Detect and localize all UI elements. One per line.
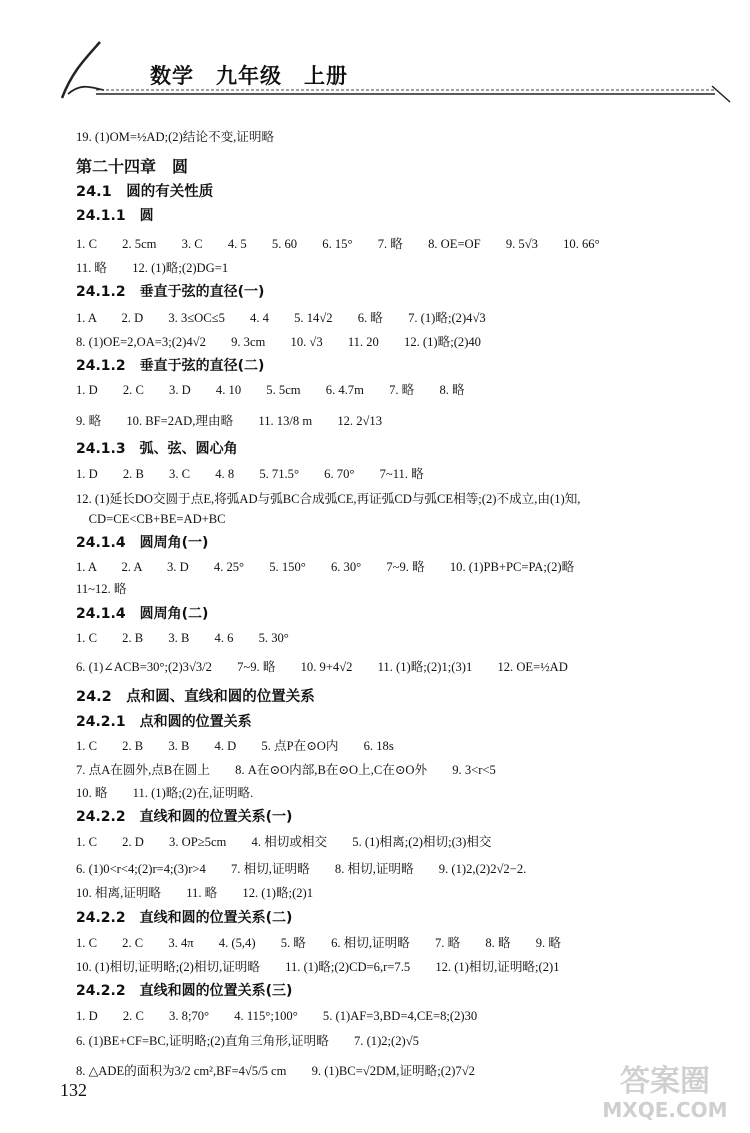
answer-line: 1. D 2. C 3. 8;70° 4. 115°;100° 5. (1)AF=3,BD=4,CE=8;(2)30	[76, 1009, 478, 1023]
answer-line: 1. C 2. B 3. B 4. D 5. 点P在⊙O内 6. 18s	[76, 739, 394, 753]
answer-line: 1. C 2. 5cm 3. C 4. 5 5. 60 6. 15° 7. 略 8. OE=OF 9. 5√3 10. 66°	[76, 237, 600, 251]
subsection-heading: 24.1.3 弧、弦、圆心角	[76, 441, 238, 457]
header-decoration	[0, 0, 750, 110]
subsection-heading: 24.1.4 圆周角(一)	[76, 535, 209, 551]
answer-line: 1. A 2. A 3. D 4. 25° 5. 150° 6. 30° 7~9. 略 10. (1)PB+PC=PA;(2)略	[76, 560, 575, 574]
header-title: 数学 九年级 上册	[150, 63, 348, 88]
answer-line: 10. 略 11. (1)略;(2)在,证明略.	[76, 786, 254, 800]
page-header	[0, 0, 750, 110]
answer-line: 7. 点A在圆外,点B在圆上 8. A在⊙O内部,B在⊙O上,C在⊙O外 9. 3<r<5	[76, 763, 496, 777]
answer-line: 9. 略 10. BF=2AD,理由略 11. 13/8 m 12. 2√13	[76, 414, 383, 428]
subsection-heading: 24.1.2 垂直于弦的直径(二)	[76, 358, 265, 374]
answer-line: 1. C 2. B 3. B 4. 6 5. 30°	[76, 631, 289, 645]
watermark-text: 答案圈	[620, 1064, 710, 1099]
subsection-heading: 24.2.2 直线和圆的位置关系(一)	[76, 809, 293, 825]
answer-line: 6. (1)BE+CF=BC,证明略;(2)直角三角形,证明略 7. (1)2;(2)√5	[76, 1034, 419, 1048]
answer-line: 1. C 2. D 3. OP≥5cm 4. 相切或相交 5. (1)相离;(2)相切;(3)相交	[76, 835, 492, 849]
answer-line: 1. D 2. B 3. C 4. 8 5. 71.5° 6. 70° 7~11. 略	[76, 467, 424, 481]
subsection-heading: 24.2.2 直线和圆的位置关系(二)	[76, 910, 293, 926]
answer-line: 10. (1)相切,证明略;(2)相切,证明略 11. (1)略;(2)CD=6,r=7.5 12. (1)相切,证明略;(2)1	[76, 960, 560, 974]
answer-line: 11. 略 12. (1)略;(2)DG=1	[76, 261, 229, 275]
answer-line: 8. △ADE的面积为3/2 cm²,BF=4√5/5 cm 9. (1)BC=√2DM,证明略;(2)7√2	[76, 1064, 475, 1078]
page-number: 132	[60, 1080, 87, 1100]
chapter-heading: 第二十四章 圆	[76, 157, 189, 176]
answer-line: 6. (1)0<r<4;(2)r=4;(3)r>4 7. 相切,证明略 8. 相切,证明略 9. (1)2,(2)2√2−2.	[76, 862, 527, 876]
section-heading: 24.2 点和圆、直线和圆的位置关系	[76, 689, 315, 705]
answer-line: CD=CE<CB+BE=AD+BC	[76, 512, 226, 526]
answer-line: 1. C 2. C 3. 4π 4. (5,4) 5. 略 6. 相切,证明略 7. 略 8. 略 9. 略	[76, 936, 561, 950]
subsection-heading: 24.1.2 垂直于弦的直径(一)	[76, 284, 265, 300]
answer-line: 6. (1)∠ACB=30°;(2)3√3/2 7~9. 略 10. 9+4√2 11. (1)略;(2)1;(3)1 12. OE=½AD	[76, 660, 568, 674]
watermark-logo	[590, 1055, 740, 1125]
answer-line: 11~12. 略	[76, 582, 127, 596]
subsection-heading: 24.1.4 圆周角(二)	[76, 606, 209, 622]
subsection-heading: 24.2.1 点和圆的位置关系	[76, 714, 252, 730]
answer-line: 19. (1)OM=½AD;(2)结论不变,证明略	[76, 130, 275, 144]
subsection-heading: 24.2.2 直线和圆的位置关系(三)	[76, 983, 293, 999]
subsection-heading: 24.1.1 圆	[76, 208, 154, 224]
answer-line: 12. (1)延长DO交圆于点E,将弧AD与弧BC合成弧CE,再证弧CD与弧CE相等;(2)不成立,由(1)知,	[76, 492, 581, 506]
answer-line: 1. D 2. C 3. D 4. 10 5. 5cm 6. 4.7m 7. 略 8. 略	[76, 383, 465, 397]
watermark-site: MXQE.COM	[602, 1098, 728, 1122]
section-heading: 24.1 圆的有关性质	[76, 184, 214, 200]
answer-line: 1. A 2. D 3. 3≤OC≤5 4. 4 5. 14√2 6. 略 7. (1)略;(2)4√3	[76, 311, 486, 325]
answer-line: 10. 相离,证明略 11. 略 12. (1)略;(2)1	[76, 886, 314, 900]
answer-line: 8. (1)OE=2,OA=3;(2)4√2 9. 3cm 10. √3 11. 20 12. (1)略;(2)40	[76, 335, 481, 349]
